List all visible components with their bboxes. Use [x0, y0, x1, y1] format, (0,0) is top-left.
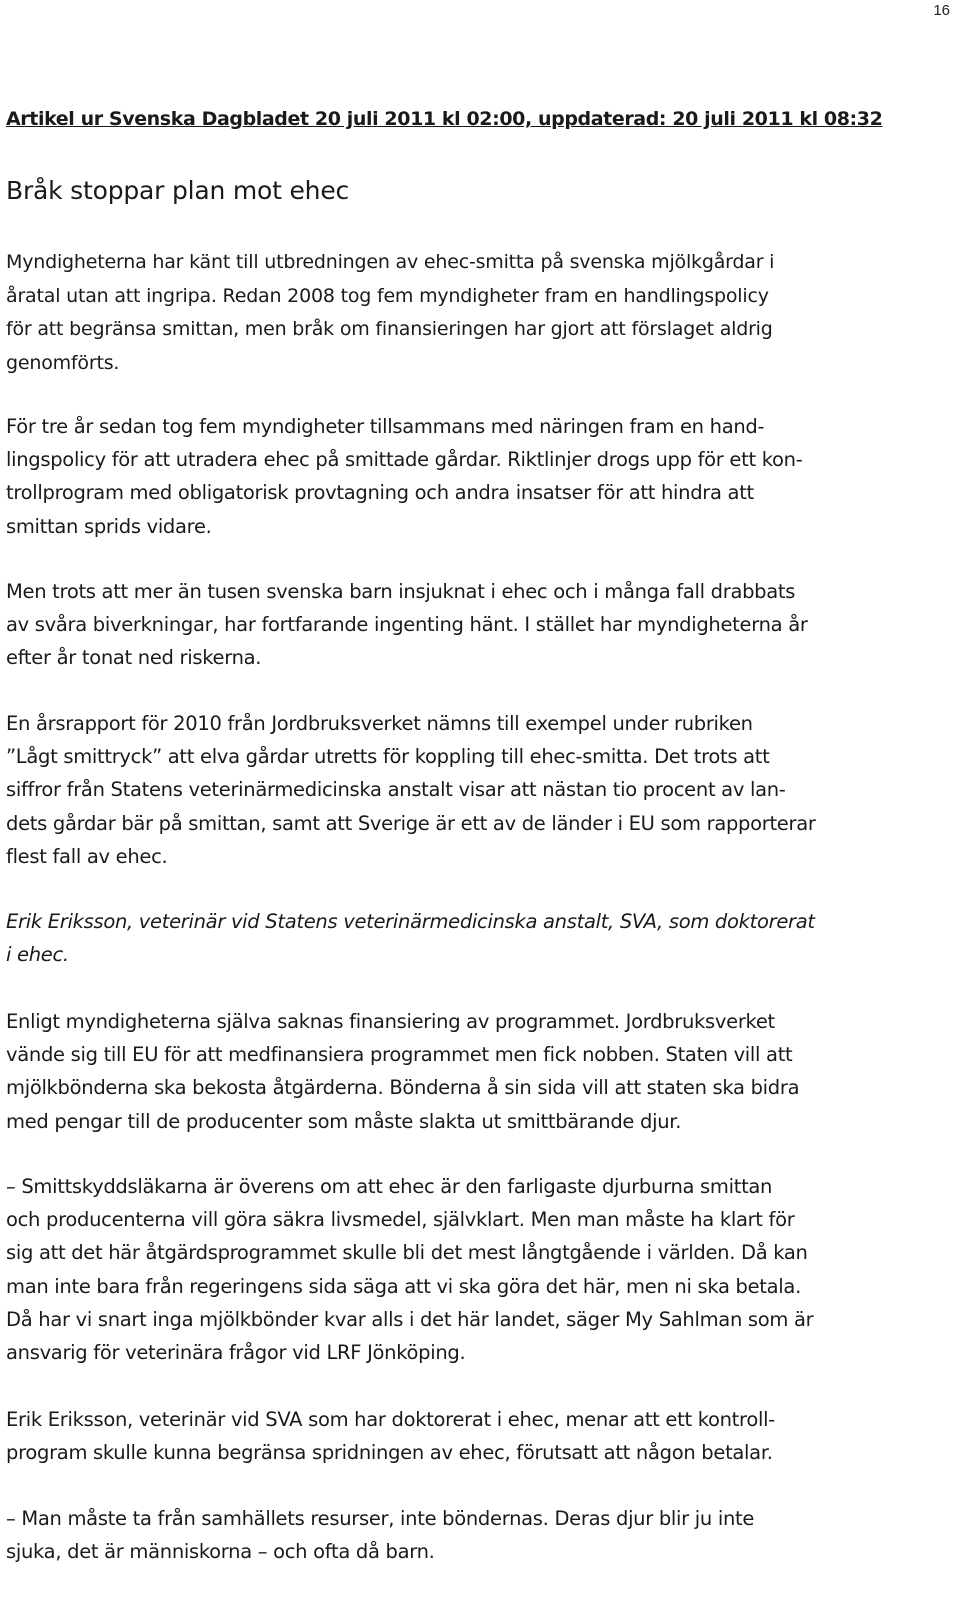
paragraph-line: sig att det här åtgärdsprogrammet skulle bli det mest långtgående i världen. Då kan [6, 1241, 808, 1265]
paragraph-line: En årsrapport för 2010 från Jordbruksverket nämns till exempel under rubriken [6, 712, 753, 735]
paragraph-8 [6, 1502, 946, 1568]
paragraph-line: siffror från Statens veterinärmedicinska anstalt visar att nästan tio procent av lan- [6, 778, 786, 802]
paragraph-line: program skulle kunna begränsa spridningen av ehec, förutsatt att någon betalar. [6, 1441, 773, 1465]
paragraph-2 [6, 575, 946, 675]
paragraph-line: vände sig till EU för att medfinansiera programmet men fick nobben. Staten vill att [6, 1043, 793, 1067]
paragraph-line: med pengar till de producenter som måste slakta ut smittbärande djur. [6, 1109, 682, 1133]
article-source: Artikel ur Svenska Dagbladet 20 juli 2011 kl 02:00, uppdaterad: 20 juli 2011 kl 08:32 [6, 108, 883, 130]
paragraph-line: För tre år sedan tog fem myndigheter tillsammans med näringen fram en hand- [6, 415, 765, 438]
lead-line: genomförts. [6, 351, 120, 374]
article-headline: Bråk stoppar plan mot ehec [6, 176, 350, 205]
paragraph-6 [6, 1170, 946, 1369]
paragraph-line: mjölkbönderna ska bekosta åtgärderna. Bönderna å sin sida vill att staten ska bidra [6, 1076, 800, 1100]
paragraph-line: – Man måste ta från samhällets resurser, inte böndernas. Deras djur blir ju inte [6, 1507, 755, 1530]
paragraph-line: Men trots att mer än tusen svenska barn insjuknat i ehec och i många fall drabbats [6, 580, 796, 603]
lead-line: för att begränsa smittan, men bråk om finansieringen har gjort att förslaget aldrig [6, 318, 773, 340]
paragraph-line: efter år tonat ned riskerna. [6, 646, 262, 670]
paragraph-line: dets gårdar bär på smittan, samt att Sverige är ett av de länder i EU som rapporterar [6, 811, 816, 835]
paragraph-line: ansvarig för veterinära frågor vid LRF Jönköping. [6, 1341, 466, 1365]
lead-line: Myndigheterna har känt till utbredningen av ehec-smitta på svenska mjölkgårdar i [6, 251, 775, 273]
paragraph-line: Då har vi snart inga mjölkbönder kvar alls i det här landet, säger My Sahlman som är [6, 1307, 814, 1331]
paragraph-3 [6, 707, 946, 873]
paragraph-line: lingspolicy för att utradera ehec på smittade gårdar. Riktlinjer drogs upp för ett kon- [6, 448, 803, 472]
paragraph-line: ”Lågt smittryck” att elva gårdar utretts för koppling till ehec-smitta. Det trots att [6, 745, 770, 769]
paragraph-line: smittan sprids vidare. [6, 514, 212, 538]
paragraph-line: i ehec. [6, 943, 69, 967]
paragraph-caption [6, 905, 946, 971]
page-number: 16 [933, 2, 950, 19]
paragraph-line: – Smittskyddsläkarna är överens om att ehec är den farligaste djurburna smittan [6, 1175, 773, 1198]
paragraph-line: Erik Eriksson, veterinär vid SVA som har doktorerat i ehec, menar att ett kontroll- [6, 1408, 775, 1431]
paragraph-line: trollprogram med obligatorisk provtagning och andra insatser för att hindra att [6, 481, 754, 505]
paragraph-line: sjuka, det är människorna – och ofta då barn. [6, 1540, 435, 1564]
paragraph-line: av svåra biverkningar, har fortfarande ingenting hänt. I stället har myndigheterna år [6, 613, 808, 637]
paragraph-line: Enligt myndigheterna själva saknas finansiering av programmet. Jordbruksverket [6, 1010, 775, 1033]
paragraph-line: man inte bara från regeringens sida säga att vi ska göra det här, men ni ska betala. [6, 1274, 801, 1298]
paragraph-line: och producenterna vill göra säkra livsmedel, självklart. Men man måste ha klart för [6, 1208, 795, 1232]
paragraph-5 [6, 1005, 946, 1138]
article-lead [6, 246, 946, 380]
lead-line: åratal utan att ingripa. Redan 2008 tog fem myndigheter fram en handlingspolicy [6, 284, 769, 307]
paragraph-line: Erik Eriksson, veterinär vid Statens veterinärmedicinska anstalt, SVA, som doktorerat [6, 910, 815, 933]
paragraph-7 [6, 1403, 946, 1469]
paragraph-1 [6, 410, 946, 543]
paragraph-line: flest fall av ehec. [6, 844, 168, 868]
